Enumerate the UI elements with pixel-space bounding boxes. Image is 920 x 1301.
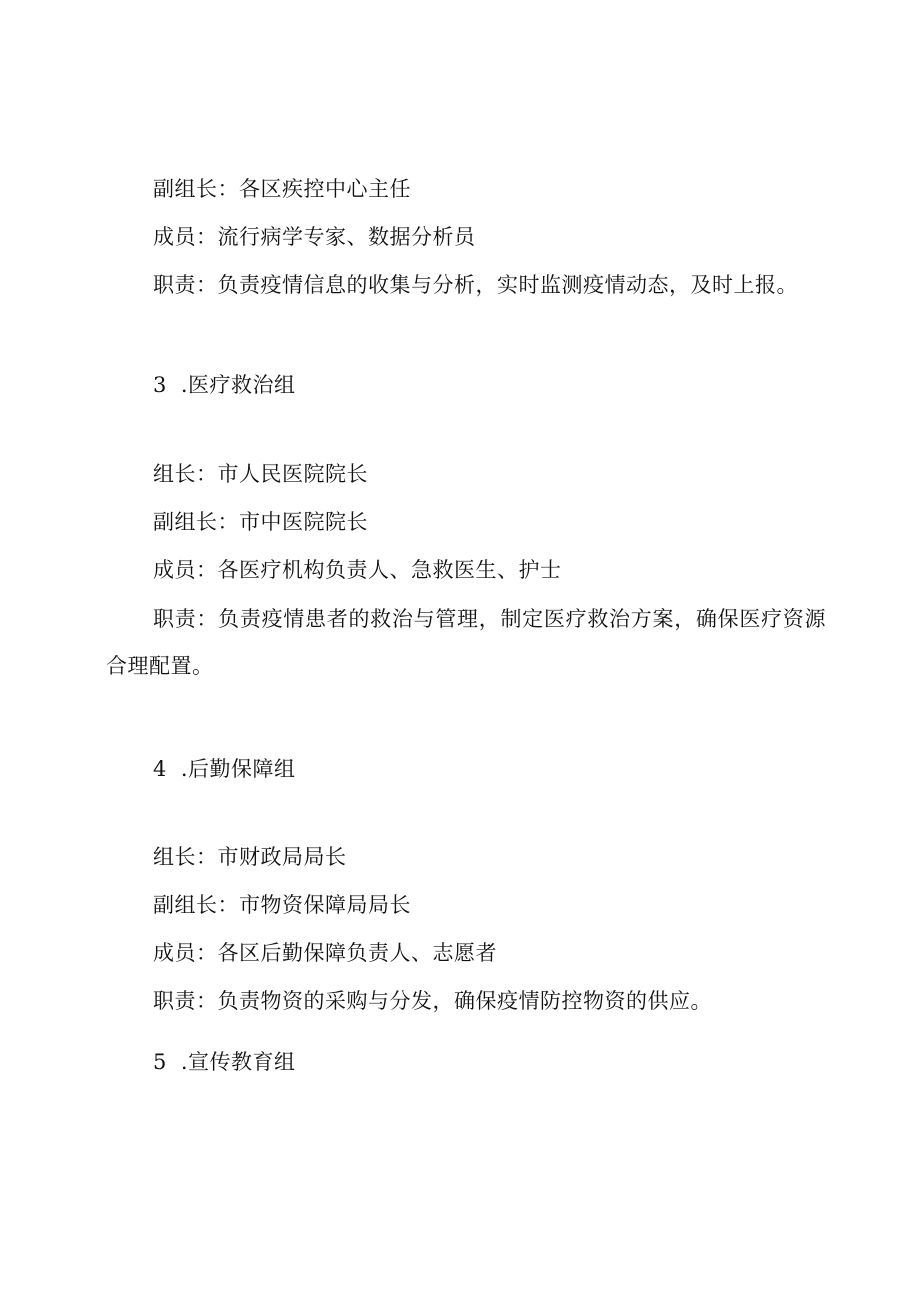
section4-duty: 职责：负责物资的采购与分发，确保疫情防控物资的供应。 xyxy=(153,989,712,1013)
section5-heading xyxy=(153,1048,296,1076)
section4-title: .后勤保障组 xyxy=(180,757,296,781)
section3-deputy: 副组长：市中医院院长 xyxy=(153,510,368,534)
section5-number: 5 xyxy=(153,1050,167,1074)
section4-members: 成员：各区后勤保障负责人、志愿者 xyxy=(153,941,497,965)
section3-heading xyxy=(153,371,296,399)
section4-number: 4 xyxy=(153,757,167,781)
section3-title: .医疗救治组 xyxy=(180,373,296,397)
section4-deputy: 副组长：市物资保障局局长 xyxy=(153,893,411,917)
section3-duty: 职责：负责疫情患者的救治与管理，制定医疗救治方案，确保医疗资源合理配置。 xyxy=(106,607,826,678)
section3-number: 3 xyxy=(153,373,167,397)
section4-heading xyxy=(153,755,296,783)
section3-members: 成员：各医疗机构负责人、急救医生、护士 xyxy=(153,558,562,582)
section2-duty: 职责：负责疫情信息的收集与分析，实时监测疫情动态，及时上报。 xyxy=(153,273,798,297)
section4-leader: 组长：市财政局局长 xyxy=(153,845,347,869)
section2-deputy: 副组长：各区疾控中心主任 xyxy=(153,177,411,201)
section5-title: .宣传教育组 xyxy=(180,1050,296,1074)
section2-members: 成员：流行病学专家、数据分析员 xyxy=(153,225,476,249)
section3-leader: 组长：市人民医院院长 xyxy=(153,462,368,486)
